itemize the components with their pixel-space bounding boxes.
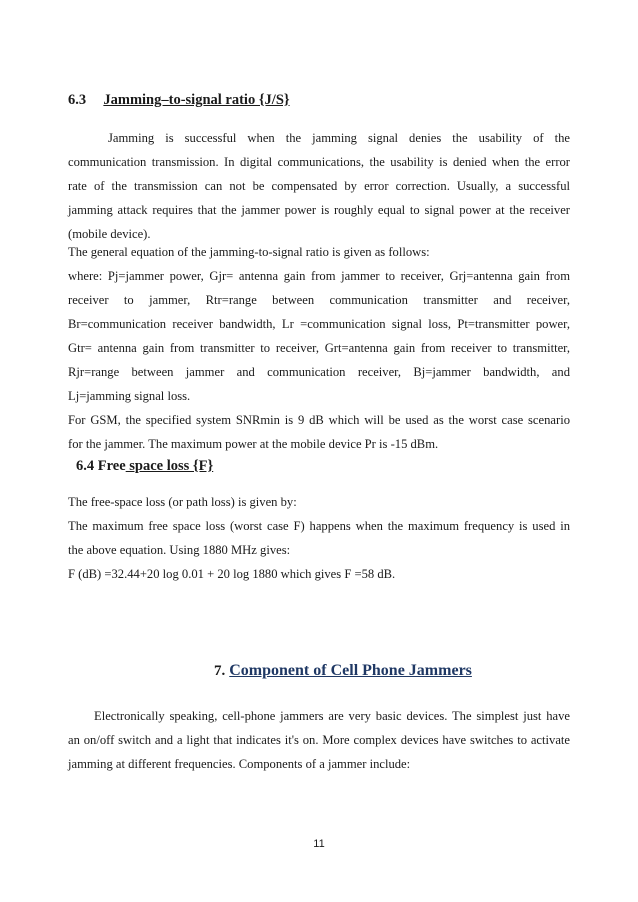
text-line: Br=communication receiver bandwidth, Lr =communication signal loss, Pt=transmitter power,	[68, 317, 570, 331]
text-line: The free-space loss (or path loss) is given by:	[68, 495, 297, 509]
text-line: communication transmission. In digital communications, the usability is denied when the error	[68, 155, 570, 169]
text-line: for the jammer. The maximum power at the mobile device Pr is -15 dBm.	[68, 437, 439, 451]
text-line: where: Pj=jammer power, Gjr= antenna gain from jammer to receiver, Grj=antenna gain from	[68, 269, 570, 283]
section-title: space loss {F}	[125, 458, 214, 474]
page-number: 11	[313, 838, 325, 850]
text-line: For GSM, the specified system SNRmin is 9 dB which will be used as the worst case scenario	[68, 413, 570, 427]
text-line: Gtr= antenna gain from transmitter to receiver, Grt=antenna gain from receiver to transmitter,	[68, 341, 570, 355]
text-line: (mobile device).	[68, 227, 151, 241]
paragraph-jammer-components	[68, 704, 570, 776]
paragraph-jamming-success	[68, 126, 570, 246]
chapter-number: 7.	[214, 663, 226, 679]
text-line: jamming attack requires that the jammer power is roughly equal to signal power at the receiver	[68, 203, 570, 217]
section-number: 6.4 Free	[76, 458, 126, 474]
text-line: receiver to jammer, Rtr=range between communication transmitter and receiver,	[68, 293, 570, 307]
text-line: Rjr=range between jammer and communication receiver, Bj=jammer bandwidth, and	[68, 365, 570, 379]
text-line: the above equation. Using 1880 MHz gives:	[68, 543, 291, 557]
chapter-heading-7	[214, 662, 472, 680]
chapter-title: Component of Cell Phone Jammers	[229, 662, 472, 679]
section-title: Jamming–to-signal ratio {J/S}	[103, 92, 290, 108]
section-number: 6.3	[68, 92, 87, 108]
paragraph-free-space-loss	[68, 490, 570, 586]
text-line: Lj=jamming signal loss.	[68, 389, 191, 403]
text-line: Electronically speaking, cell-phone jammers are very basic devices. The simplest just have	[94, 709, 570, 723]
text-line: Jamming is successful when the jamming signal denies the usability of the	[108, 131, 570, 145]
section-heading-6-3	[68, 92, 290, 109]
text-line: F (dB) =32.44+20 log 0.01 + 20 log 1880 which gives F =58 dB.	[68, 567, 396, 581]
text-line: rate of the transmission can not be compensated by error correction. Usually, a successful	[68, 179, 570, 193]
paragraph-js-equation	[68, 240, 570, 456]
section-heading-6-4	[76, 458, 213, 475]
text-line: jamming at different frequencies. Components of a jammer include:	[68, 757, 411, 771]
text-line: The general equation of the jamming-to-signal ratio is given as follows:	[68, 245, 430, 259]
text-line: The maximum free space loss (worst case F) happens when the maximum frequency is used in	[68, 519, 570, 533]
text-line: an on/off switch and a light that indicates it's on. More complex devices have switches to activate	[68, 733, 570, 747]
